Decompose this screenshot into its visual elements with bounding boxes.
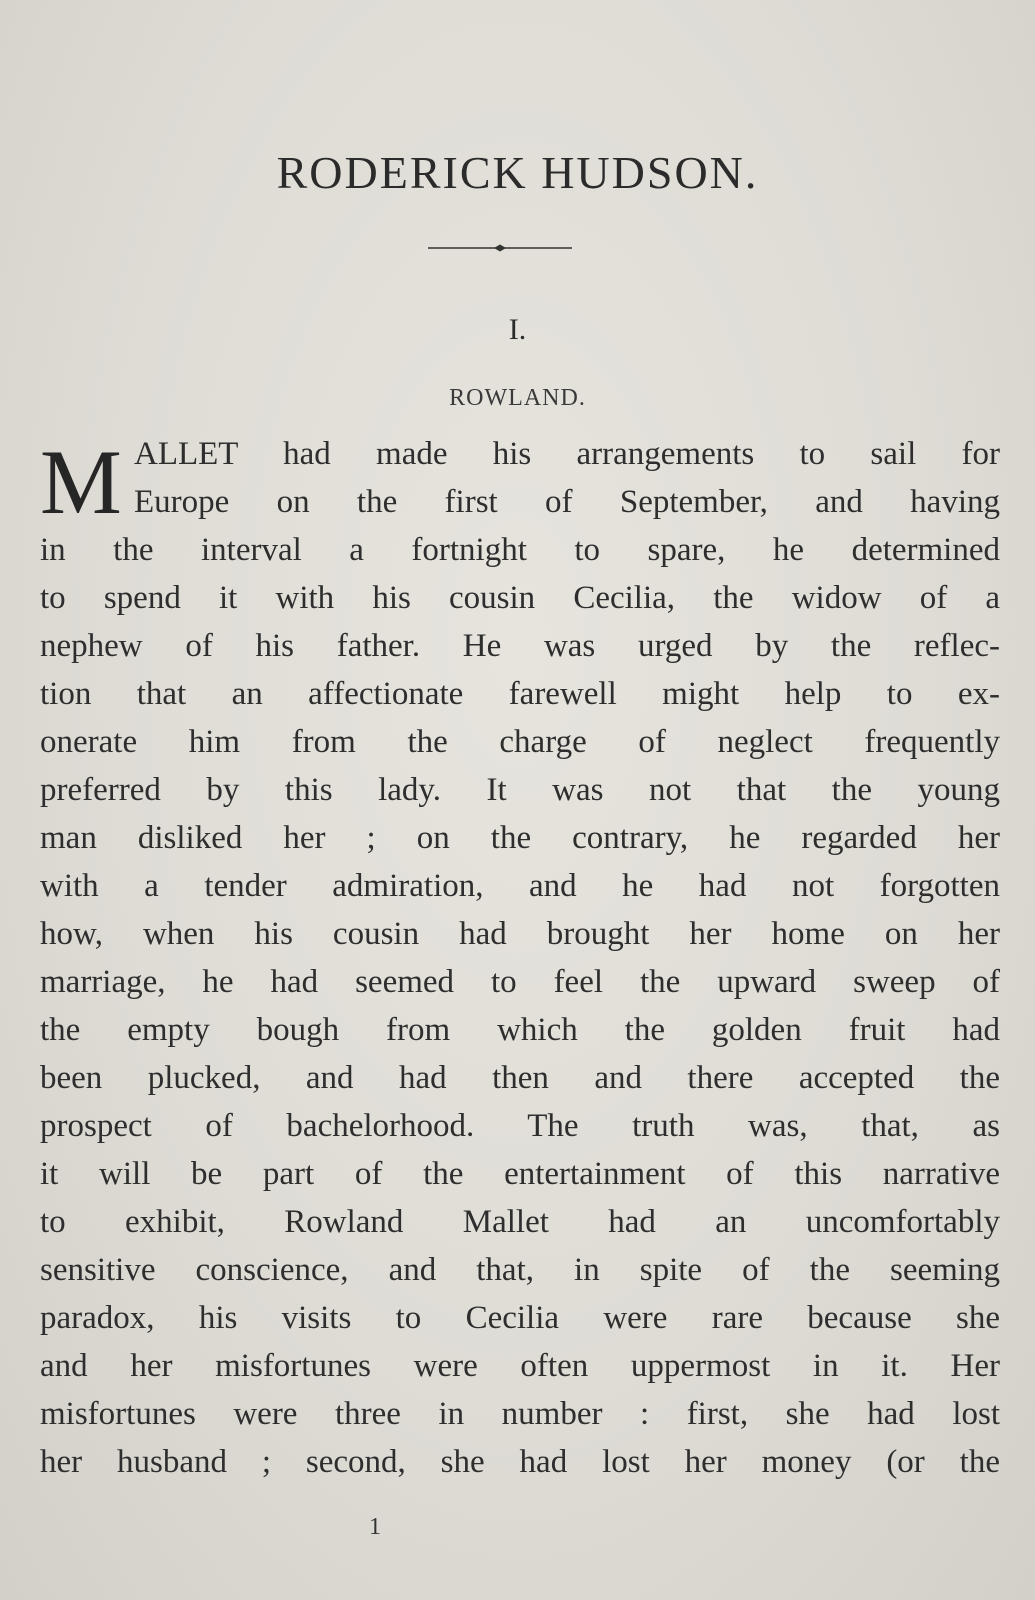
text-line: preferred by this lady. It was not that the young <box>40 772 1000 808</box>
text-line: been plucked, and had then and there accepted the <box>40 1060 1000 1096</box>
text-line: marriage, he had seemed to feel the upward sweep of <box>40 964 1000 1000</box>
text-line: sensitive conscience, and that, in spite of the seeming <box>40 1252 1000 1288</box>
ornament-rule <box>428 244 572 252</box>
text-line: man disliked her ; on the contrary, he regarded her <box>40 820 1000 856</box>
text-line: her husband ; second, she had lost her money (or the <box>40 1444 1000 1480</box>
text-line: to exhibit, Rowland Mallet had an uncomfortably <box>40 1204 1000 1240</box>
text-line: misfortunes were three in number : first, she had lost <box>40 1396 1000 1432</box>
text-line: it will be part of the entertainment of this narrative <box>40 1156 1000 1192</box>
drop-cap: M <box>40 431 122 533</box>
text-line: and her misfortunes were often uppermost in it. Her <box>40 1348 1000 1384</box>
text-line: ALLET had made his arrangements to sail for <box>134 436 1000 472</box>
text-line: in the interval a fortnight to spare, he determined <box>40 532 1000 568</box>
text-line: how, when his cousin had brought her home on her <box>40 916 1000 952</box>
text-line: tion that an affectionate farewell might help to ex- <box>40 676 1000 712</box>
text-line: the empty bough from which the golden fruit had <box>40 1012 1000 1048</box>
text-line: with a tender admiration, and he had not forgotten <box>40 868 1000 904</box>
chapter-title: ROWLAND. <box>449 385 586 411</box>
chapter-number: I. <box>508 313 527 346</box>
text-line: onerate him from the charge of neglect frequently <box>40 724 1000 760</box>
text-line: Europe on the first of September, and having <box>134 484 1000 520</box>
text-line: to spend it with his cousin Cecilia, the widow of a <box>40 580 1000 616</box>
page-number: 1 <box>369 1514 381 1540</box>
text-line: paradox, his visits to Cecilia were rare because she <box>40 1300 1000 1336</box>
text-line: prospect of bachelorhood. The truth was, that, as <box>40 1108 1000 1144</box>
book-title: RODERICK HUDSON. <box>276 147 759 198</box>
chapter-body <box>40 430 1000 1486</box>
text-line: nephew of his father. He was urged by the reflec- <box>40 628 1000 664</box>
